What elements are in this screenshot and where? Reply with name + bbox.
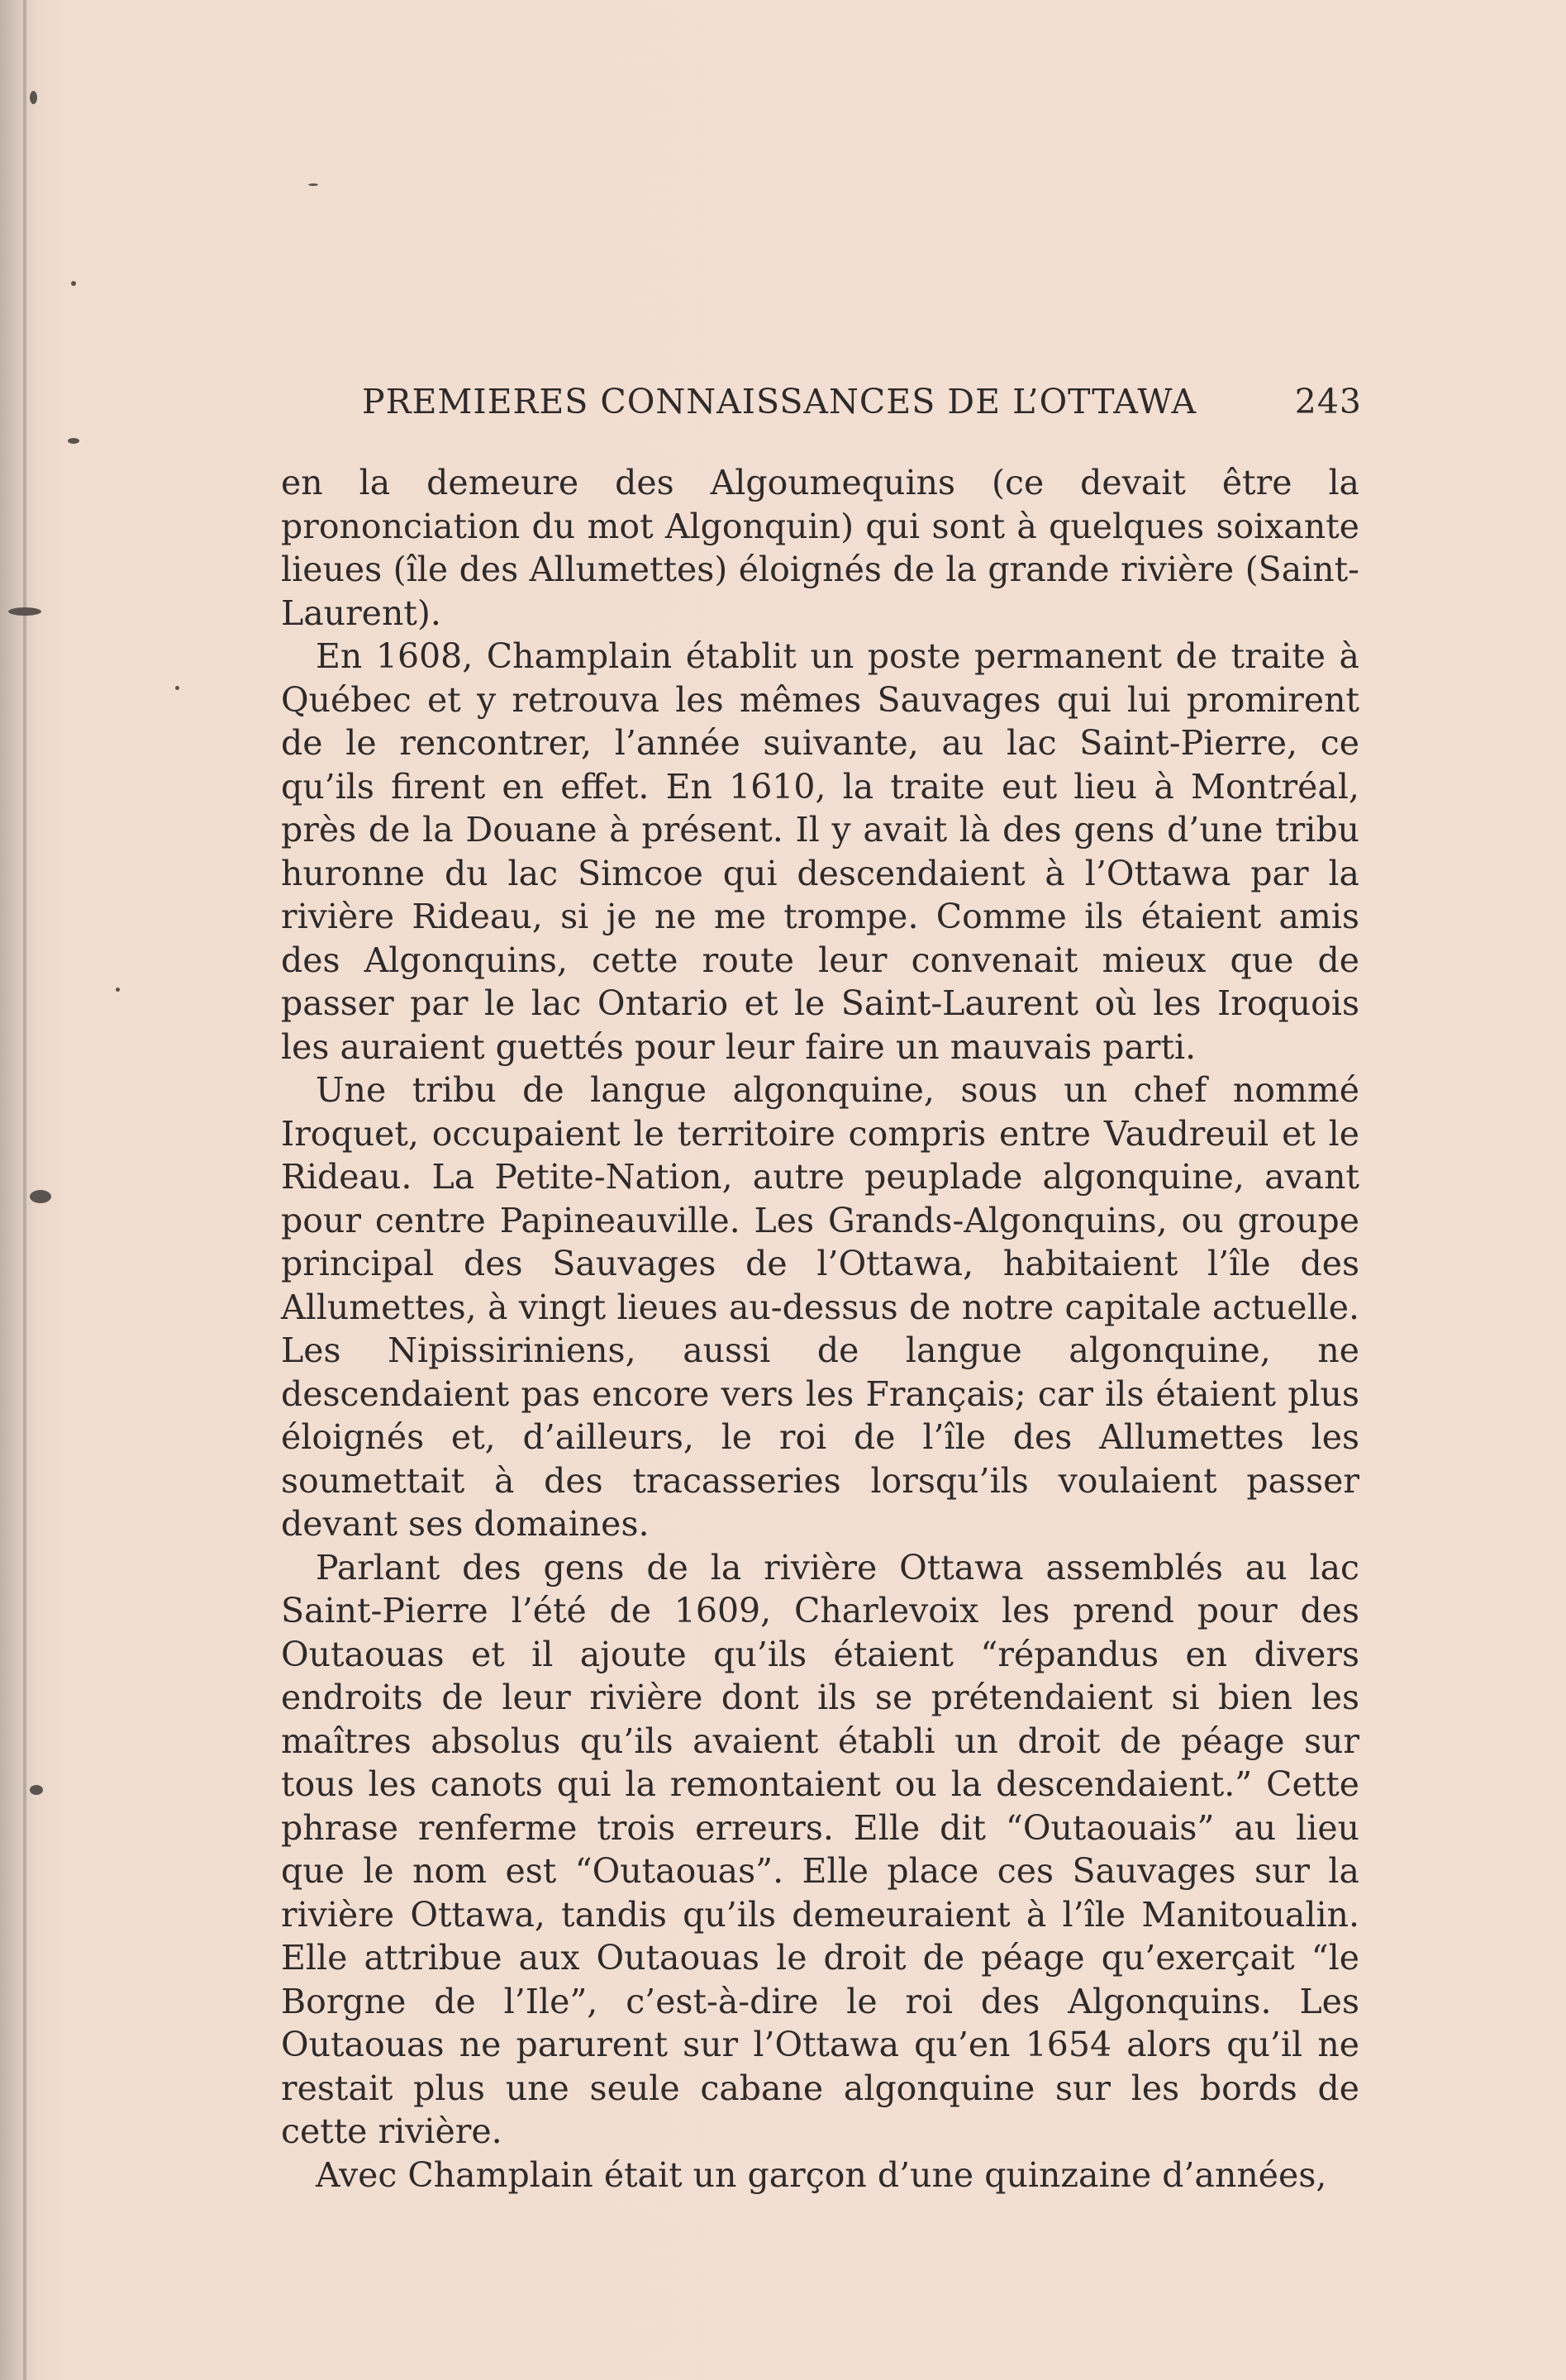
paragraph: en la demeure des Algoumequins (ce devait être la prononciation du mot Algonquin) qui sont à quelques soixante lieues (île des Allumettes) éloignés de la grande rivière (Saint-Laurent). (281, 463, 1359, 633)
running-title: PREMIERES CONNAISSANCES DE L’OTTAWA (362, 382, 1197, 421)
page-speck (30, 1190, 51, 1203)
paragraph: Une tribu de langue algonquine, sous un chef nommé Iroquet, occupaient le territoire compris entre Vaudreuil et le Rideau. La Petite-Nation, autre peuplade algonquine, avant pour centre Papineauville. Les Grands-Algonquins, ou groupe principal des Sauvages de l’Ottawa, habitaient l’île des Allumettes, à vingt lieues au-dessus de notre capitale actuelle. Les Nipissiriniens, aussi de langue algonquine, ne descendaient pas encore vers les Français; car ils étaient plus éloignés et, d’ailleurs, le roi de l’île des Allumettes les soumettait à des tracasseries lorsqu’ils voulaient passer devant ses domaines. (281, 1070, 1359, 1544)
page-speck (116, 988, 120, 992)
paragraph: En 1608, Champlain établit un poste permanent de traite à Québec et y retrouva les mêmes Sauvages qui lui promirent de le rencontrer, l’année suivante, au lac Saint-Pierre, ce qu’ils firent en effet. En 1610, la traite eut lieu à Montréal, près de la Douane à présent. Il y avait là des gens d’une tribu huronne du lac Simcoe qui descendaient à l’Ottawa par la rivière Rideau, si je ne me trompe. Comme ils étaient amis des Algonquins, cette route leur convenait mieux que de passer par le lac Ontario et le Saint-Laurent où les Iroquois les auraient guettés pour leur faire un mauvais parti. (281, 636, 1359, 1067)
page-number: 243 (1294, 382, 1362, 421)
page-speck (30, 1785, 43, 1795)
binding-edge (23, 0, 26, 2380)
body-text (281, 461, 1359, 2197)
running-header (362, 382, 1362, 421)
page-speck (68, 438, 79, 444)
page-speck (71, 281, 76, 286)
paragraph: Parlant des gens de la rivière Ottawa assemblés au lac Saint-Pierre l’été de 1609, Charlevoix les prend pour des Outaouas et il ajoute qu’ils étaient “répandus en divers endroits de leur rivière dont ils se prétendaient si bien les maîtres absolus qu’ils avaient établi un droit de péage sur tous les canots qui la remontaient ou la descendaient.” Cette phrase renferme trois erreurs. Elle dit “Outaouais” au lieu que le nom est “Outaouas”. Elle place ces Sauvages sur la rivière Ottawa, tandis qu’ils demeuraient à l’île Manitoualin. Elle attribue aux Outaouas le droit de péage qu’exerçait “le Borgne de l’Ile”, c’est-à-dire le roi des Algonquins. Les Outaouas ne parurent sur l’Ottawa qu’en 1654 alors qu’il ne restait plus une seule cabane algonquine sur les bords de cette rivière. (281, 1547, 1359, 2151)
page-speck (308, 183, 318, 186)
page-speck (175, 686, 179, 690)
page-speck (8, 607, 41, 616)
paragraph: Avec Champlain était un garçon d’une quinzaine d’années, (316, 2154, 1327, 2195)
page-speck (30, 91, 37, 104)
